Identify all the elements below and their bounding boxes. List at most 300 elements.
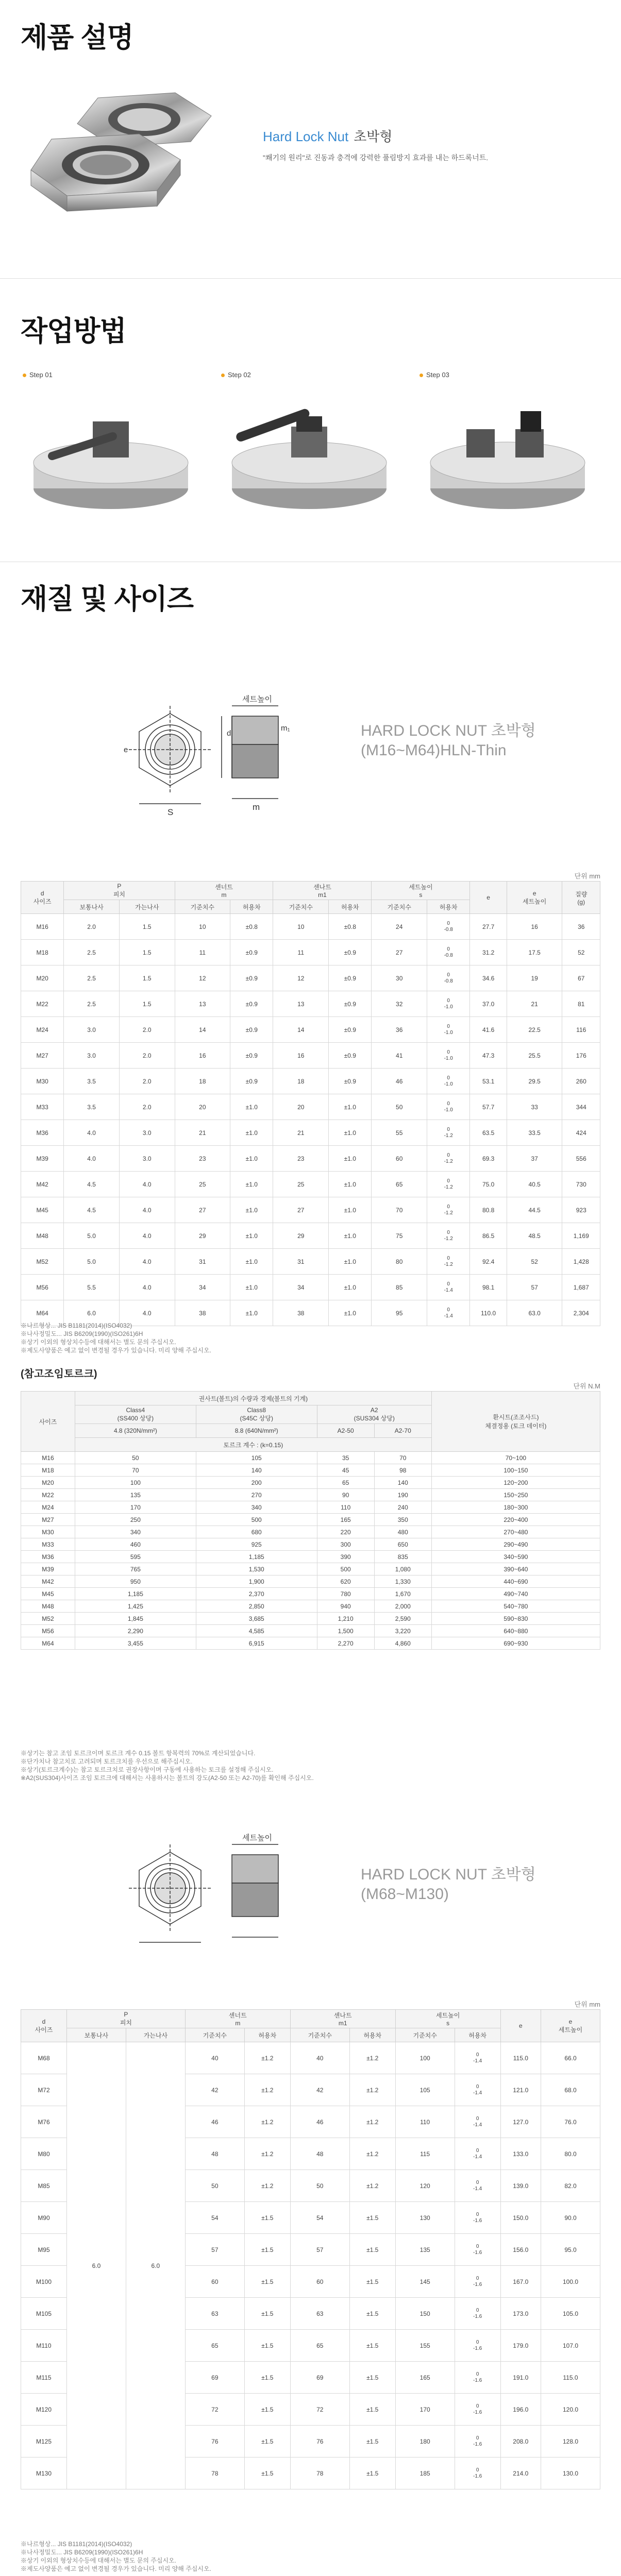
cell: 34 bbox=[175, 1275, 230, 1300]
cell: 135 bbox=[395, 2234, 455, 2266]
cell: 2.0 bbox=[119, 1069, 175, 1094]
col-d: d 사이즈 bbox=[21, 882, 64, 914]
cell: 57 bbox=[507, 1275, 562, 1300]
cell: 2,000 bbox=[374, 1600, 431, 1613]
cell: 150~250 bbox=[431, 1489, 600, 1501]
cell: M52 bbox=[21, 1249, 64, 1275]
tol-lower: -1.0 bbox=[444, 1107, 453, 1113]
cell: 165 bbox=[395, 2362, 455, 2394]
cell: ±1.0 bbox=[230, 1094, 273, 1120]
tol-lower: -1.4 bbox=[473, 2058, 482, 2064]
cell: M130 bbox=[21, 2458, 67, 2489]
cell: 540~780 bbox=[431, 1600, 600, 1613]
cell: 1,425 bbox=[75, 1600, 196, 1613]
tol-upper: 0 bbox=[447, 1178, 450, 1184]
cell: 680 bbox=[196, 1526, 317, 1538]
cell: M27 bbox=[21, 1514, 75, 1526]
tol-lower: -1.4 bbox=[473, 2185, 482, 2192]
tol-lower: -1.2 bbox=[444, 1132, 453, 1139]
cell: 63.0 bbox=[507, 1300, 562, 1326]
cell: 27.7 bbox=[470, 914, 507, 940]
cell: 140 bbox=[196, 1464, 317, 1477]
tolerance-cell bbox=[427, 1146, 470, 1172]
cell: 556 bbox=[562, 1146, 600, 1172]
cell: ±0.9 bbox=[230, 1069, 273, 1094]
cell: 170 bbox=[75, 1501, 196, 1514]
cell: 130 bbox=[395, 2202, 455, 2234]
cell: 81 bbox=[562, 991, 600, 1017]
cell: 90.0 bbox=[541, 2202, 600, 2234]
col-set-tol: 허용차 bbox=[427, 900, 470, 914]
tol-upper: 0 bbox=[476, 2052, 479, 2058]
cell: 38 bbox=[273, 1300, 329, 1326]
cell: 16 bbox=[507, 914, 562, 940]
cell: 60 bbox=[372, 1146, 427, 1172]
label-m: m bbox=[253, 802, 260, 812]
cell: 115.0 bbox=[541, 2362, 600, 2394]
cell: 120~200 bbox=[431, 1477, 600, 1489]
cell: 48 bbox=[185, 2138, 244, 2170]
tol-lower: -0.8 bbox=[444, 952, 453, 958]
cell: 240 bbox=[374, 1501, 431, 1514]
cell: 250 bbox=[75, 1514, 196, 1526]
tolerance-cell bbox=[455, 2362, 500, 2394]
cell: M125 bbox=[21, 2426, 67, 2458]
col-a2: A2 (SUS304 상당) bbox=[317, 1405, 431, 1424]
cell: 179.0 bbox=[500, 2330, 541, 2362]
table-row bbox=[21, 1489, 600, 1501]
tolerance-cell bbox=[455, 2330, 500, 2362]
tol-upper: 0 bbox=[447, 997, 450, 1004]
cell: M39 bbox=[21, 1563, 75, 1575]
cell: 60 bbox=[185, 2266, 244, 2298]
cell: 12 bbox=[273, 965, 329, 991]
note-line: ※상기는 참고 조임 토르크이며 토르크 계수 0.15 볼트 항복력의 70%로 계산되었습니다. bbox=[21, 1750, 256, 1757]
table-row bbox=[21, 1120, 600, 1146]
cell: 3.5 bbox=[64, 1069, 120, 1094]
tol-lower: -1.2 bbox=[444, 1184, 453, 1190]
cell: M36 bbox=[21, 1120, 64, 1146]
col-s-tol: 허용차 bbox=[244, 2028, 290, 2042]
tolerance-cell bbox=[455, 2426, 500, 2458]
cell: 440~690 bbox=[431, 1575, 600, 1588]
tolerance-cell bbox=[455, 2074, 500, 2106]
spec-table-1 bbox=[21, 881, 600, 1326]
cell: 140 bbox=[374, 1477, 431, 1489]
table-row bbox=[21, 1637, 600, 1650]
tol-lower: -1.6 bbox=[473, 2441, 482, 2447]
nut-diagram-2 bbox=[77, 1814, 314, 1971]
cell: 128.0 bbox=[541, 2426, 600, 2458]
cell: 1,210 bbox=[317, 1613, 374, 1625]
cell: 63 bbox=[185, 2298, 244, 2330]
cell: 1,500 bbox=[317, 1625, 374, 1637]
divider bbox=[0, 278, 621, 279]
product-subtitle: 초박형 bbox=[354, 129, 393, 144]
caption-line1: HARD LOCK NUT 초박형 bbox=[361, 1866, 536, 1883]
note-line: ※상기 이외의 형상치수등에 대해서는 별도 문의 주십시오. bbox=[21, 1338, 176, 1346]
cell: ±1.0 bbox=[329, 1197, 372, 1223]
cell: 11 bbox=[175, 940, 230, 965]
nut-diagram-1 bbox=[77, 675, 314, 832]
tol-lower: -1.6 bbox=[473, 2281, 482, 2287]
cell: ±1.5 bbox=[244, 2458, 290, 2489]
tol-upper: 0 bbox=[476, 2371, 479, 2377]
cell: 14 bbox=[175, 1017, 230, 1043]
cell: ±1.0 bbox=[230, 1275, 273, 1300]
tolerance-cell bbox=[427, 1223, 470, 1249]
tol-lower: -1.2 bbox=[444, 1261, 453, 1267]
col-s-nut: 센너트 m bbox=[185, 2010, 290, 2028]
product-description: "쐐기의 원리"로 진동과 충격에 강력한 풀림방지 효과를 내는 하드록너트. bbox=[263, 154, 489, 162]
cell: ±1.0 bbox=[230, 1223, 273, 1249]
caption-line2: (M68~M130) bbox=[361, 1885, 449, 1903]
cell: 208.0 bbox=[500, 2426, 541, 2458]
cell: M16 bbox=[21, 914, 64, 940]
cell: 47.3 bbox=[470, 1043, 507, 1069]
table-row bbox=[21, 1501, 600, 1514]
cell: ±1.0 bbox=[329, 1094, 372, 1120]
cell: 69 bbox=[185, 2362, 244, 2394]
cell: 730 bbox=[562, 1172, 600, 1197]
cell: 185 bbox=[395, 2458, 455, 2489]
torque-coef: 토르크 계수 : (k=0.15) bbox=[75, 1438, 431, 1452]
tol-lower: -1.2 bbox=[444, 1235, 453, 1242]
cell: ±1.0 bbox=[329, 1146, 372, 1172]
caption-line1: HARD LOCK NUT 초박형 bbox=[361, 722, 536, 739]
cell: ±0.9 bbox=[230, 1043, 273, 1069]
cell: 150.0 bbox=[500, 2202, 541, 2234]
cell: 2.0 bbox=[119, 1017, 175, 1043]
cell: M110 bbox=[21, 2330, 67, 2362]
cell: M33 bbox=[21, 1538, 75, 1551]
tolerance-cell bbox=[455, 2042, 500, 2074]
hero-text bbox=[263, 126, 598, 163]
cell: 191.0 bbox=[500, 2362, 541, 2394]
cell: ±1.0 bbox=[329, 1300, 372, 1326]
cell: 340~590 bbox=[431, 1551, 600, 1563]
tolerance-cell bbox=[455, 2202, 500, 2234]
cell: 1.5 bbox=[119, 965, 175, 991]
cell: 115 bbox=[395, 2138, 455, 2170]
cell: ±1.5 bbox=[244, 2298, 290, 2330]
cell: ±1.5 bbox=[244, 2394, 290, 2426]
cell: ±1.0 bbox=[329, 1172, 372, 1197]
hard-lock-nut-image bbox=[21, 77, 237, 232]
cell: ±1.0 bbox=[329, 1249, 372, 1275]
tol-upper: 0 bbox=[447, 1255, 450, 1261]
tolerance-cell bbox=[427, 1197, 470, 1223]
note-line: ※나사정밀도... JIS B6209(1990)(ISO261)6H bbox=[21, 2549, 143, 2556]
cell: 10 bbox=[273, 914, 329, 940]
cell: 1,428 bbox=[562, 1249, 600, 1275]
cell: ±1.0 bbox=[329, 1223, 372, 1249]
cell: 63.5 bbox=[470, 1120, 507, 1146]
cell: 4,585 bbox=[196, 1625, 317, 1637]
tol-lower: -1.4 bbox=[473, 2154, 482, 2160]
cell: 200 bbox=[196, 1477, 317, 1489]
table-row bbox=[21, 1094, 600, 1120]
cell: 110 bbox=[317, 1501, 374, 1514]
cell: 100~150 bbox=[431, 1464, 600, 1477]
cell: 98.1 bbox=[470, 1275, 507, 1300]
cell: 85 bbox=[372, 1275, 427, 1300]
cell: 270~480 bbox=[431, 1526, 600, 1538]
cell: 76 bbox=[290, 2426, 349, 2458]
cell: M39 bbox=[21, 1146, 64, 1172]
cell: M24 bbox=[21, 1501, 75, 1514]
cell: 46 bbox=[185, 2106, 244, 2138]
cell: ±1.5 bbox=[349, 2266, 395, 2298]
cell: 38 bbox=[175, 1300, 230, 1326]
table-row bbox=[21, 1275, 600, 1300]
cell: 80.8 bbox=[470, 1197, 507, 1223]
cell: M42 bbox=[21, 1575, 75, 1588]
notes-table-2 bbox=[21, 2540, 211, 2573]
cell: 72 bbox=[185, 2394, 244, 2426]
cell: 116 bbox=[562, 1017, 600, 1043]
cell: 1,185 bbox=[75, 1588, 196, 1600]
cell: 176 bbox=[562, 1043, 600, 1069]
table-row bbox=[21, 940, 600, 965]
cell: 105 bbox=[196, 1452, 317, 1464]
section-title-product: 제품 설명 bbox=[21, 22, 133, 53]
note-line: ※상기 이외의 형상치수등에 대해서는 별도 문의 주십시오. bbox=[21, 2557, 176, 2564]
cell: 620 bbox=[317, 1575, 374, 1588]
label-s: S bbox=[167, 807, 174, 817]
cell: M22 bbox=[21, 991, 64, 1017]
cell: M90 bbox=[21, 2202, 67, 2234]
step-label: Step 01 bbox=[29, 371, 53, 379]
cell: 2.0 bbox=[119, 1043, 175, 1069]
col-set-std: 기준치수 bbox=[372, 900, 427, 914]
cell: 105.0 bbox=[541, 2298, 600, 2330]
cell: 22.5 bbox=[507, 1017, 562, 1043]
cell: 1.5 bbox=[119, 940, 175, 965]
cell: ±1.5 bbox=[244, 2330, 290, 2362]
cell: 67 bbox=[562, 965, 600, 991]
tol-upper: 0 bbox=[476, 2339, 479, 2345]
cell: 30 bbox=[372, 965, 427, 991]
cell: 155 bbox=[395, 2330, 455, 2362]
table-row bbox=[21, 1223, 600, 1249]
cell: 65 bbox=[185, 2330, 244, 2362]
tol-upper: 0 bbox=[476, 2147, 479, 2154]
cell: 500 bbox=[317, 1563, 374, 1575]
cell: 167.0 bbox=[500, 2266, 541, 2298]
tol-upper: 0 bbox=[447, 946, 450, 952]
cell: 460 bbox=[75, 1538, 196, 1551]
cell: M22 bbox=[21, 1489, 75, 1501]
cell: 33 bbox=[507, 1094, 562, 1120]
cell: 12 bbox=[175, 965, 230, 991]
cell: 25 bbox=[175, 1172, 230, 1197]
col-e: e bbox=[470, 882, 507, 914]
cell: 765 bbox=[75, 1563, 196, 1575]
tol-lower: -1.6 bbox=[473, 2313, 482, 2319]
unit-label: 단위 mm bbox=[574, 872, 600, 880]
cell: 25.5 bbox=[507, 1043, 562, 1069]
cell: 48.5 bbox=[507, 1223, 562, 1249]
tol-lower: -1.4 bbox=[444, 1313, 453, 1319]
cell: M115 bbox=[21, 2362, 67, 2394]
cell: 16 bbox=[175, 1043, 230, 1069]
cell: 4.0 bbox=[119, 1172, 175, 1197]
step-03-illustration bbox=[417, 385, 598, 519]
cell: ±1.5 bbox=[349, 2394, 395, 2426]
label-d: d bbox=[227, 729, 231, 738]
tol-upper: 0 bbox=[476, 2211, 479, 2217]
torque-title-1: (참고조임토르크) bbox=[21, 1368, 97, 1380]
cell: 4.0 bbox=[119, 1223, 175, 1249]
tol-upper: 0 bbox=[476, 2179, 479, 2185]
tol-lower: -1.0 bbox=[444, 1004, 453, 1010]
cell: 480 bbox=[374, 1526, 431, 1538]
cell: 76 bbox=[185, 2426, 244, 2458]
cell: ±1.2 bbox=[244, 2042, 290, 2074]
cell: 923 bbox=[562, 1197, 600, 1223]
tolerance-cell bbox=[427, 1069, 470, 1094]
grade: 4.8 (320N/mm²) bbox=[75, 1424, 196, 1438]
cell: 90 bbox=[317, 1489, 374, 1501]
cell: 5.0 bbox=[64, 1249, 120, 1275]
col-s-std: 기준치수 bbox=[175, 900, 230, 914]
cell: ±1.5 bbox=[244, 2202, 290, 2234]
cell: M36 bbox=[21, 1551, 75, 1563]
cell: 270 bbox=[196, 1489, 317, 1501]
cell: 44.5 bbox=[507, 1197, 562, 1223]
diagram-1-caption bbox=[361, 721, 536, 760]
col-c-std: 기준치수 bbox=[290, 2028, 349, 2042]
cell: M30 bbox=[21, 1069, 64, 1094]
cell: 390~640 bbox=[431, 1563, 600, 1575]
cell: 70~100 bbox=[431, 1452, 600, 1464]
note-line: ※제도사양품은 예고 없이 변경될 경우가 있습니다. 미리 양해 주십시오. bbox=[21, 1347, 211, 1354]
cell: 52 bbox=[562, 940, 600, 965]
note-line: ※나사정밀도... JIS B6209(1990)(ISO261)6H bbox=[21, 1330, 143, 1337]
tolerance-cell bbox=[455, 2458, 500, 2489]
col-c-tol: 허용차 bbox=[349, 2028, 395, 2042]
cell: 41 bbox=[372, 1043, 427, 1069]
cell: 300 bbox=[317, 1538, 374, 1551]
tol-upper: 0 bbox=[447, 1229, 450, 1235]
cell: 20 bbox=[175, 1094, 230, 1120]
cell: 220~400 bbox=[431, 1514, 600, 1526]
table-row bbox=[21, 1172, 600, 1197]
cell: M76 bbox=[21, 2106, 67, 2138]
cell: 18 bbox=[175, 1069, 230, 1094]
tolerance-cell bbox=[455, 2298, 500, 2330]
tol-upper: 0 bbox=[476, 2467, 479, 2473]
tolerance-cell bbox=[427, 1249, 470, 1275]
tol-lower: -1.4 bbox=[444, 1287, 453, 1293]
cell: 100 bbox=[75, 1477, 196, 1489]
tolerance-cell bbox=[427, 940, 470, 965]
cell: 57.7 bbox=[470, 1094, 507, 1120]
cell: 68.0 bbox=[541, 2074, 600, 2106]
cell: 2,590 bbox=[374, 1613, 431, 1625]
product-name bbox=[263, 126, 598, 145]
cell: ±1.0 bbox=[329, 1120, 372, 1146]
cell: 65 bbox=[372, 1172, 427, 1197]
tol-upper: 0 bbox=[476, 2243, 479, 2249]
cell: 6,915 bbox=[196, 1637, 317, 1650]
step-label: Step 03 bbox=[426, 371, 449, 379]
pitch-std: 6.0 bbox=[66, 2042, 126, 2489]
col-pitch: P 피치 bbox=[64, 882, 175, 900]
cell: 70 bbox=[372, 1197, 427, 1223]
col-set-std: 기준치수 bbox=[395, 2028, 455, 2042]
cell: 86.5 bbox=[470, 1223, 507, 1249]
step-02 bbox=[219, 371, 402, 526]
table-row bbox=[21, 1197, 600, 1223]
tol-upper: 0 bbox=[447, 920, 450, 926]
cell: M72 bbox=[21, 2074, 67, 2106]
tol-upper: 0 bbox=[447, 1075, 450, 1081]
cell: 1,530 bbox=[196, 1563, 317, 1575]
cell: ±1.2 bbox=[349, 2042, 395, 2074]
unit-label: 단위 N.M bbox=[573, 1382, 600, 1390]
cell: 1.5 bbox=[119, 914, 175, 940]
cell: 173.0 bbox=[500, 2298, 541, 2330]
cell: 139.0 bbox=[500, 2170, 541, 2202]
tol-lower: -1.0 bbox=[444, 1081, 453, 1087]
cell: 940 bbox=[317, 1600, 374, 1613]
note-line: ※상기(토르크계수)는 참고 토르크치로 권장사항이며 구동에 사용하는 토크를 설정해 주십시오. bbox=[21, 1766, 274, 1773]
cell: 3.0 bbox=[64, 1043, 120, 1069]
table-row bbox=[21, 1477, 600, 1489]
col-c-nut: 센나트 m1 bbox=[273, 882, 372, 900]
cell: M56 bbox=[21, 1275, 64, 1300]
cell: 20 bbox=[273, 1094, 329, 1120]
table-row bbox=[21, 1625, 600, 1637]
cell: 260 bbox=[562, 1069, 600, 1094]
cell: 135 bbox=[75, 1489, 196, 1501]
cell: 165 bbox=[317, 1514, 374, 1526]
tol-lower: -1.6 bbox=[473, 2249, 482, 2256]
cell: 2.0 bbox=[119, 1094, 175, 1120]
cell: 4.0 bbox=[64, 1120, 120, 1146]
cell: 640~880 bbox=[431, 1625, 600, 1637]
col-pitch-std: 보통나사 bbox=[64, 900, 120, 914]
col-c-tol: 허용차 bbox=[329, 900, 372, 914]
cell: 36 bbox=[562, 914, 600, 940]
cell: 1,900 bbox=[196, 1575, 317, 1588]
cell: 21 bbox=[507, 991, 562, 1017]
col-e-set: e 세트높이 bbox=[507, 882, 562, 914]
cell: 23 bbox=[273, 1146, 329, 1172]
cell: 5.5 bbox=[64, 1275, 120, 1300]
tol-upper: 0 bbox=[447, 1152, 450, 1158]
cell: 72 bbox=[290, 2394, 349, 2426]
cell: 590~830 bbox=[431, 1613, 600, 1625]
cell: 31.2 bbox=[470, 940, 507, 965]
note-line: ※나르형상... JIS B1181(2014)(ISO4032) bbox=[21, 2540, 132, 2548]
step-03 bbox=[417, 371, 600, 526]
tol-lower: -1.6 bbox=[473, 2345, 482, 2351]
col-c-nut: 센나트 m1 bbox=[290, 2010, 395, 2028]
cell: 80.0 bbox=[541, 2138, 600, 2170]
col-set-h: 세트높이 s bbox=[372, 882, 470, 900]
table-row bbox=[21, 1588, 600, 1600]
cell: 50 bbox=[185, 2170, 244, 2202]
tol-lower: -1.2 bbox=[444, 1210, 453, 1216]
product-brand: Hard Lock Nut bbox=[263, 129, 349, 144]
cell: M48 bbox=[21, 1600, 75, 1613]
cell: 835 bbox=[374, 1551, 431, 1563]
cell: ±1.5 bbox=[349, 2202, 395, 2234]
label-set-height: 세트높이 bbox=[242, 695, 272, 704]
